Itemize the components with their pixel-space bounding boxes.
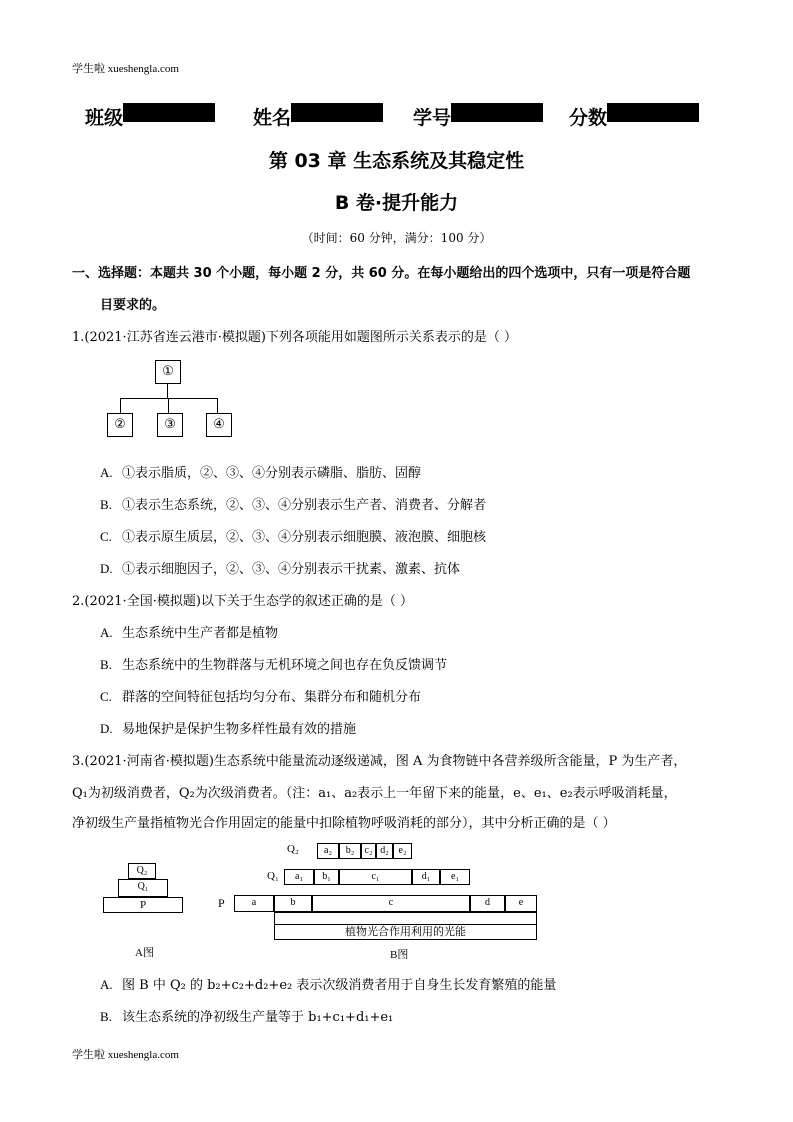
q3-option-a[interactable]: A. 图 B 中 Q₂ 的 b₂+c₂+d₂+e₂ 表示次级消费者用于自身生长发育繁殖的能量 (100, 977, 557, 993)
student-id-label: 学号 (413, 107, 452, 129)
p-b: b (274, 895, 312, 912)
tree-node-child-2: ③ (157, 413, 183, 437)
q2-option-b[interactable]: B. 生态系统中的生物群落与无机环境之间也存在负反馈调节 (100, 657, 448, 673)
p-a: a (234, 895, 274, 912)
header-site: 学生啦 xueshengla.com (72, 63, 179, 75)
q3-stem-line3: 净初级生产量指植物光合作用固定的能量中扣除植物呼吸消耗的部分），其中分析正确的是（ ） (72, 816, 616, 831)
class-label: 班级 (85, 107, 124, 129)
class-field[interactable] (85, 103, 123, 130)
figure-a-caption: A图 (135, 947, 154, 959)
row-p-label: P (218, 896, 225, 910)
q3-option-b[interactable]: B. 该生态系统的净初级生产量等于 b₁+c₁+d₁+e₁ (100, 1009, 394, 1025)
q2-c2: c₂ (361, 843, 376, 859)
q3-stem-line1: 3.(2021·河南省·模拟题)生态系统中能量流动逐级递减，图 A 为食物链中各营养级所含能量，P 为生产者， (72, 754, 687, 769)
q2-d2: d₂ (376, 843, 393, 859)
q2-a2: a₂ (317, 843, 339, 859)
pyramid-level-q2: Q₂ (128, 863, 156, 879)
q1-c1: c₁ (339, 869, 412, 885)
section-heading-line1: 一、选择题：本题共 30 个小题，每小题 2 分，共 60 分。在每小题给出的四个选项中，只有一项是符合题 (72, 266, 691, 281)
q2-option-a[interactable]: A. 生态系统中生产者都是植物 (100, 625, 279, 641)
q1-option-a[interactable]: A. ①表示脂质，②、③、④分别表示磷脂、脂肪、固醇 (100, 465, 422, 481)
q1-e1: e₁ (440, 869, 470, 885)
score-label: 分数 (569, 107, 608, 129)
q2-option-c[interactable]: C. 群落的空间特征包括均匀分布、集群分布和随机分布 (100, 689, 422, 705)
footer-site: 学生啦 xueshengla.com (72, 1049, 179, 1061)
q1-a1: a₁ (284, 869, 314, 885)
q3-stem-line2: Q₁为初级消费者，Q₂为次级消费者。（注：a₁、a₂表示上一年留下来的能量，e、e₁、e₂表示呼吸消耗量， (72, 786, 677, 801)
time-note: （时间：60 分钟，满分：100 分） (301, 231, 492, 245)
row-q2-label: Q₂ (287, 843, 299, 855)
q1-option-b[interactable]: B. ①表示生态系统，②、③、④分别表示生产者、消费者、分解者 (100, 497, 487, 513)
pyramid-level-q1: Q₁ (118, 879, 168, 897)
student-id-field[interactable] (413, 103, 451, 130)
q2-stem: 2.(2021·全国·模拟题)以下关于生态学的叙述正确的是（ ） (72, 594, 414, 609)
q3-figure-b (212, 840, 552, 965)
q1-stem: 1.(2021·江苏省连云港市·模拟题)下列各项能用如题图所示关系表示的是（ ） (72, 330, 518, 345)
q2-e2: e₂ (393, 843, 412, 859)
figure-b-caption: B图 (390, 949, 409, 961)
tree-node-root: ① (155, 360, 181, 384)
score-field[interactable] (569, 103, 607, 130)
q1-tree-diagram (100, 355, 250, 445)
name-field[interactable] (253, 103, 291, 130)
q1-option-d[interactable]: D. ①表示细胞因子，②、③、④分别表示干扰素、激素、抗体 (100, 561, 461, 577)
q2-option-d[interactable]: D. 易地保护是保护生物多样性最有效的措施 (100, 721, 357, 737)
q1-option-c[interactable]: C. ①表示原生质层，②、③、④分别表示细胞膜、液泡膜、细胞核 (100, 529, 487, 545)
student-info-line (85, 103, 725, 129)
name-label: 姓名 (253, 107, 292, 129)
section-heading-line2: 目要求的。 (100, 298, 166, 313)
tree-node-child-1: ② (107, 413, 133, 437)
q3-figure-a (100, 860, 190, 960)
p-c: c (312, 895, 470, 912)
tree-node-child-3: ④ (206, 413, 232, 437)
light-energy-bar: 植物光合作用利用的光能 (274, 924, 537, 940)
pyramid-level-p: P (103, 897, 183, 913)
q1-d1: d₁ (412, 869, 440, 885)
q2-b2: b₂ (339, 843, 361, 859)
page-subtitle: B 卷·提升能力 (334, 192, 459, 214)
p-d: d (470, 895, 505, 912)
row-q1-label: Q₁ (267, 870, 279, 882)
p-e: e (505, 895, 537, 912)
page-title: 第 03 章 生态系统及其稳定性 (268, 150, 525, 172)
q1-b1: b₁ (314, 869, 339, 885)
